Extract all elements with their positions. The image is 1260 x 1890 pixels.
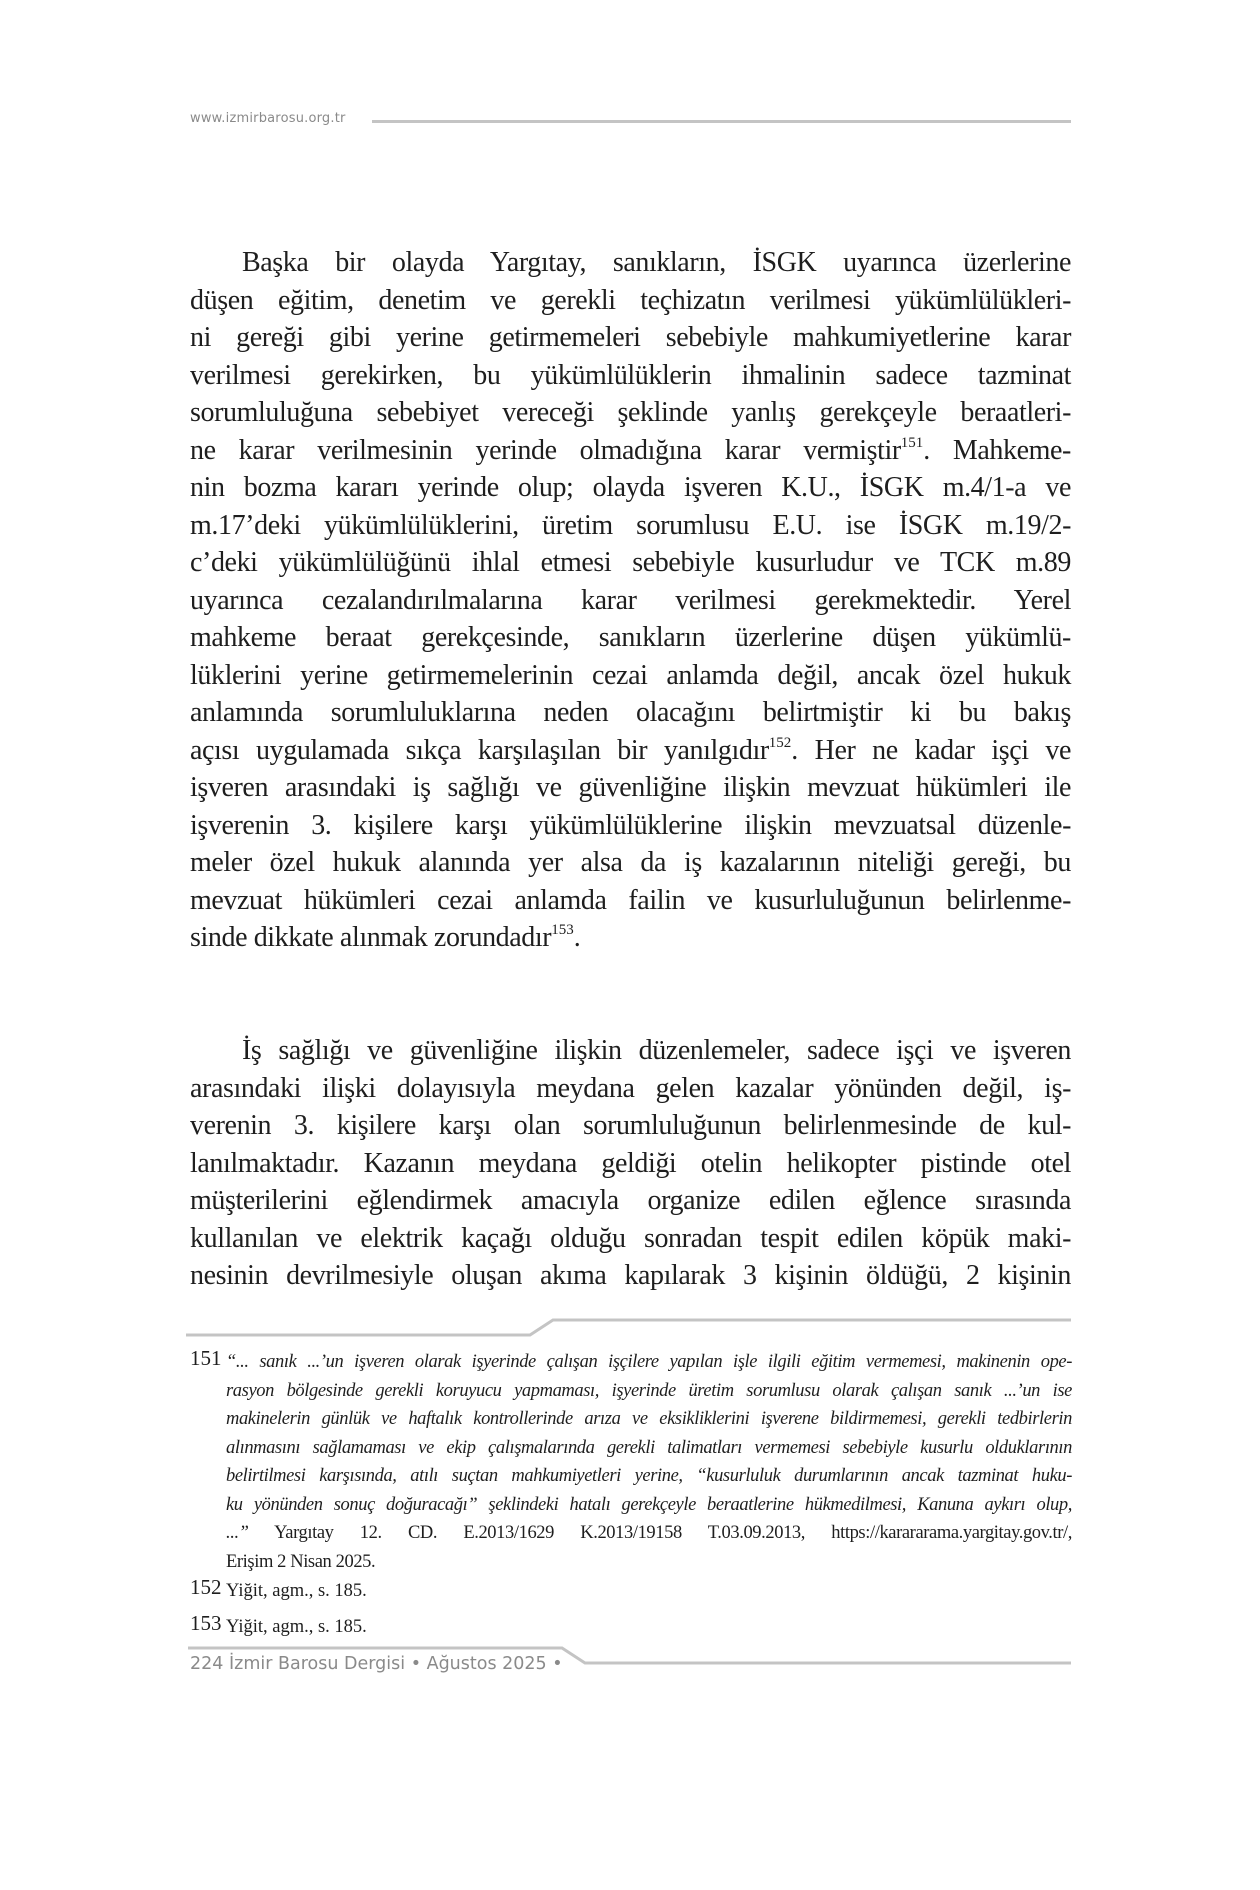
paragraph-1 — [190, 244, 1071, 957]
body-line: İş sağlığı ve güvenliğine ilişkin düzenlemeler, sadece işçi ve işveren — [242, 1035, 1071, 1066]
footnote-line — [226, 1519, 1072, 1548]
body-line: Başka bir olayda Yargıtay, sanıkların, İSGK uyarınca üzerlerine — [242, 247, 1071, 278]
footnote-quote-end: ...” — [226, 1523, 249, 1543]
body-line: nin bozma kararı yerinde olup; olayda işveren K.U., İSGK m.4/1-a ve — [190, 472, 1071, 503]
body-line: m.17’deki yükümlülüklerini, üretim sorumlusu E.U. ise İSGK m.19/2- — [190, 509, 1071, 541]
body-line: işveren arasındaki iş sağlığı ve güvenliğine ilişkin mevzuat hükümleri ile — [190, 772, 1071, 803]
body-line: lüklerini yerine getirmemelerinin cezai anlamda değil, ancak özel hukuk — [190, 659, 1071, 691]
footnote-ref-151[interactable]: 151 — [900, 434, 924, 451]
footnote-number: 153 — [190, 1611, 222, 1635]
footnote-line: alınmasını sağlamaması ve ekip çalışmalarında gerekli talimatları vermemesi sebebiyle kusurlu olduklarının — [226, 1437, 1072, 1458]
body-line — [190, 432, 1071, 470]
footnote-153 — [190, 1613, 1072, 1642]
body-line: müşterilerini eğlendirmek amacıyla organize edilen eğlence sırasında — [190, 1185, 1071, 1216]
body-line: lanılmaktadır. Kazanın meydana geldiği otelin helikopter pistinde otel — [190, 1147, 1071, 1179]
body-line-text: sinde dikkate alınmak zorundadır — [190, 922, 552, 953]
paragraph-2 — [190, 1032, 1071, 1295]
issue-date: Ağustos 2025 — [426, 1654, 547, 1674]
body-line: ni gereği gibi yerine getirmemeleri sebebiyle mahkumiyetlerine karar — [190, 322, 1071, 353]
body-line — [190, 919, 1071, 957]
footnote-ref-153[interactable]: 153 — [551, 922, 574, 938]
footnote-151 — [190, 1348, 1072, 1576]
body-line-text: ne karar verilmesinin yerinde olmadığına karar vermiştir — [190, 434, 901, 466]
body-line: işverenin 3. kişilere karşı yükümlülüklerine ilişkin mevzuatsal düzenle- — [190, 809, 1071, 841]
body-line: anlamında sorumluluklarına neden olacağını belirtmiştir ki bu bakış — [190, 697, 1071, 728]
footnote-line: makinelerin günlük ve haftalık kontrollerinde arıza ve eksikliklerini işverene bildirmemesi, gerekli tedbirlerin — [226, 1409, 1072, 1429]
body-line: verenin 3. kişilere karşı olan sorumluluğunun belirlenmesinde de kul- — [190, 1110, 1071, 1141]
body-line: mevzuat hükümleri cezai anlamda failin ve kusurluluğunun belirlenme- — [190, 884, 1071, 916]
body-line: arasındaki ilişki dolayısıyla meydana gelen kazalar yönünden değil, iş- — [190, 1072, 1071, 1104]
footnote-line: Erişim 2 Nisan 2025. — [226, 1551, 376, 1572]
body-line: kullanılan ve elektrik kaçağı olduğu sonradan tespit edilen köpük maki- — [190, 1222, 1071, 1254]
body-line: meler özel hukuk alanında yer alsa da iş kazalarının niteliği gereği, bu — [190, 847, 1071, 878]
footnote-line: belirtilmesi karşısında, atılı suçtan mahkumiyetleri yerine, “kusurluluk durumlarının ancak tazminat huku- — [226, 1466, 1072, 1486]
body-line-text: açısı uygulamada sıkça karşılaşılan bir yanılgıdır — [190, 734, 769, 766]
footnote-number: 152 — [190, 1575, 222, 1599]
body-line: düşen eğitim, denetim ve gerekli teçhizatın verilmesi yükümlülükleri- — [190, 284, 1071, 316]
footnote-line: “... sanık ...’un işveren olarak işyerinde çalışan işçilere yapılan işle ilgili eğitim vermemesi, makinenin ope- — [226, 1352, 1072, 1372]
body-line-text: . Her ne kadar işçi ve — [791, 734, 1071, 766]
body-line: verilmesi gerekirken, bu yükümlülüklerin ihmalinin sadece tazminat — [190, 359, 1071, 391]
footnote-number: 151 — [190, 1346, 222, 1370]
body-line-text: . — [573, 922, 581, 953]
page-footer — [190, 1653, 563, 1675]
body-line-text: . Mahkeme- — [923, 434, 1071, 466]
footnote-ref-152[interactable]: 152 — [768, 734, 792, 751]
header-rule — [372, 120, 1071, 123]
bullet-separator: • — [410, 1654, 422, 1674]
body-line: mahkeme beraat gerekçesinde, sanıkların üzerlerine düşen yükümlü- — [190, 622, 1071, 653]
footnote-content — [226, 1348, 1072, 1576]
body-line: uyarınca cezalandırılmalarına karar verilmesi gerekmektedir. Yerel — [190, 584, 1071, 616]
footnote-content: Yiğit, agm., s. 185. — [226, 1581, 367, 1601]
header-url: www.izmirbarosu.org.tr — [190, 111, 346, 126]
footnote-152 — [190, 1577, 1072, 1606]
body-line — [190, 732, 1071, 770]
body-line: sorumluluğuna sebebiyet vereceği şeklinde yanlış gerekçeyle beraatleri- — [190, 397, 1071, 428]
bullet-separator: • — [552, 1654, 563, 1674]
footnote-line: ku yönünden sonuç doğuracağı” şeklindeki hatalı gerekçeyle beraatlerine hükmedilmesi, Kanuna aykırı olup, — [226, 1494, 1072, 1515]
journal-name: İzmir Barosu Dergisi — [228, 1654, 406, 1674]
body-line: nesinin devrilmesiyle oluşan akıma kapılarak 3 kişinin öldüğü, 2 kişinin — [190, 1260, 1071, 1291]
footnote-content: Yiğit, agm., s. 185. — [226, 1617, 367, 1637]
footnote-citation: Yargıtay 12. CD. E.2013/1629 K.2013/19158 T.03.09.2013, https://karararama.yargitay.gov.tr/, — [248, 1523, 1072, 1543]
footnote-line: rasyon bölgesinde gerekli koruyucu yapmaması, işyerinde üretim sorumlusu olarak çalışan sanık ...’un ise — [226, 1380, 1072, 1401]
body-line: c’deki yükümlülüğünü ihlal etmesi sebebiyle kusurludur ve TCK m.89 — [190, 547, 1071, 578]
footnote-divider — [186, 1320, 1071, 1335]
page-number: 224 — [190, 1654, 224, 1674]
